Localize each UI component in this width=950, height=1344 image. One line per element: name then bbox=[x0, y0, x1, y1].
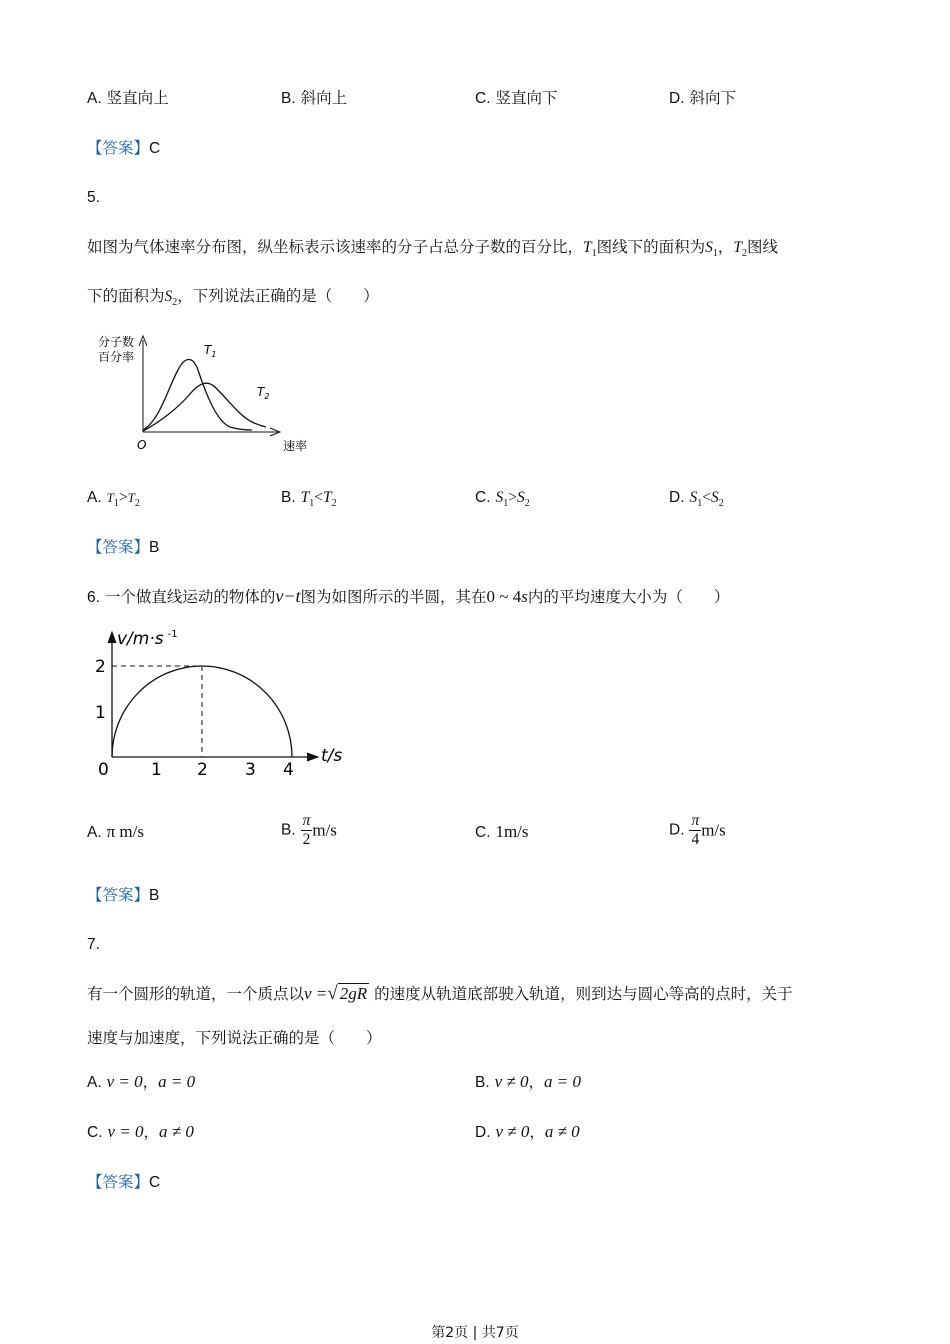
q7-option-b: B. v ≠ 0，a = 0 bbox=[475, 1072, 581, 1091]
x-tick-1: 1 bbox=[151, 760, 162, 780]
answer-value: B bbox=[149, 887, 160, 904]
q7-stem-line1: 有一个圆形的轨道，一个质点以v =√ 2gR 的速度从轨道底部驶入轨道，则到达与圆心等高的点时，关于 bbox=[87, 983, 793, 1004]
footer-separator: | bbox=[472, 1325, 478, 1341]
q4-option-d: D. 斜向下 bbox=[669, 89, 736, 107]
curve-t1 bbox=[143, 360, 252, 431]
x-tick-2: 2 bbox=[197, 760, 208, 780]
vt-graph-figure bbox=[85, 625, 355, 785]
sqrt-sign: √ bbox=[327, 983, 338, 1004]
y-tick-2: 2 bbox=[95, 657, 106, 677]
x-axis-label: t/s bbox=[321, 746, 343, 766]
x-tick-3: 3 bbox=[245, 760, 256, 780]
q5-option-d: D. $S_1<S_2$ bbox=[669, 489, 724, 510]
answer-label: 【答案】 bbox=[87, 538, 150, 556]
q5-stem-line2: 下的面积为$S_2$，下列说法正确的是（ ） bbox=[87, 287, 379, 309]
origin-label: 0 bbox=[98, 760, 109, 780]
q4-option-b: B. 斜向上 bbox=[281, 89, 348, 107]
q7-option-c: C. v = 0，a ≠ 0 bbox=[87, 1122, 194, 1141]
page-footer bbox=[0, 1322, 950, 1342]
q5-stem-line1: 如图为气体速率分布图，纵坐标表示该速率的分子占总分子数的百分比，$T_1$图线下的面积为$S_1$，$T_2$图线 bbox=[87, 238, 779, 260]
q6-option-b: B. $\frac{\pi}{2}$ m/s bbox=[281, 812, 337, 848]
q4-option-a: A. 竖直向上 bbox=[87, 89, 169, 107]
y-axis-arrow bbox=[108, 632, 116, 643]
q6-option-d: D. $\frac{\pi}{4}$ m/s bbox=[669, 812, 726, 848]
page-total: 共7页 bbox=[481, 1325, 519, 1341]
q6-option-a: A. π m/s bbox=[87, 822, 144, 841]
y-tick-1: 1 bbox=[95, 703, 106, 723]
q5-option-c: C. $S_1>S_2$ bbox=[475, 489, 530, 510]
y-axis-label-line1: 分子数 bbox=[98, 335, 135, 349]
answer-label: 【答案】 bbox=[87, 1173, 150, 1191]
origin-label: O bbox=[137, 438, 147, 452]
q7-number: 7. bbox=[87, 936, 100, 953]
q7-option-a: A. v = 0，a = 0 bbox=[87, 1072, 196, 1091]
q7-option-d: D. v ≠ 0，a ≠ 0 bbox=[475, 1122, 580, 1141]
y-axis-label: v/m·s $^{-1}$ bbox=[117, 629, 178, 649]
fraction-pi-over-2: $\frac{\pi}{2}$ bbox=[302, 812, 311, 848]
q4-option-c: C. 竖直向下 bbox=[475, 89, 558, 107]
answer-label: 【答案】 bbox=[87, 139, 150, 157]
answer-value: B bbox=[149, 539, 160, 556]
q6-option-c: C. 1m/s bbox=[475, 822, 529, 841]
q6-stem: 6. 一个做直线运动的物体的v−t图为如图所示的半圆，其在0 ~ 4s内的平均速度大小为（ ） bbox=[87, 586, 730, 606]
fraction-pi-over-4: $\frac{\pi}{4}$ bbox=[691, 812, 700, 848]
answer-value: C bbox=[149, 140, 161, 157]
x-axis-label: 速率 bbox=[283, 439, 308, 453]
q7-stem-line2: 速度与加速度，下列说法正确的是（ ） bbox=[87, 1029, 382, 1047]
q4-answer bbox=[87, 138, 160, 159]
q5-answer bbox=[87, 537, 159, 558]
x-axis-arrow bbox=[307, 753, 318, 761]
q5-number: 5. bbox=[87, 189, 100, 206]
q5-option-b: B. $T_1<T_2$ bbox=[281, 489, 337, 510]
curve-t1-label: $T_1$ bbox=[204, 343, 217, 359]
x-tick-4: 4 bbox=[283, 760, 294, 780]
q6-answer bbox=[87, 885, 159, 906]
answer-value: C bbox=[149, 1174, 161, 1191]
answer-label: 【答案】 bbox=[87, 886, 150, 904]
speed-distribution-figure bbox=[90, 330, 330, 460]
page-number: 第2页 bbox=[431, 1325, 469, 1341]
q5-option-a: A. $T_1>T_2$ bbox=[87, 489, 140, 510]
y-axis-label-line2: 百分率 bbox=[98, 350, 135, 364]
q7-answer bbox=[87, 1172, 160, 1193]
curve-t2-label: $T_2$ bbox=[257, 385, 270, 401]
